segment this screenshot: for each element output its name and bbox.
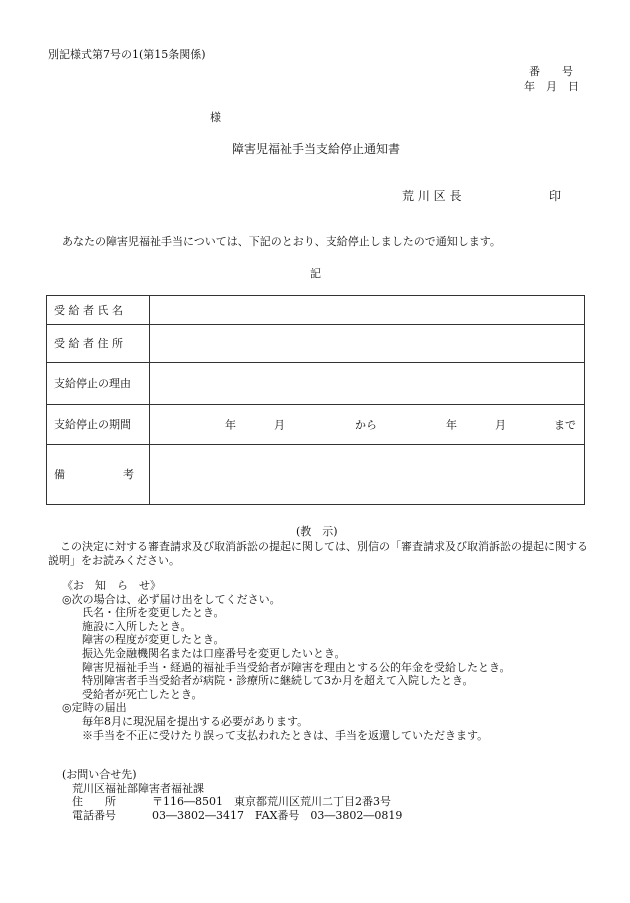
date-label: 年 月 日	[524, 80, 579, 93]
list-item: 毎年8月に現況届を提出する必要があります。	[82, 714, 309, 728]
contact-phone-label: 電話番号	[72, 808, 116, 822]
contact-section	[62, 768, 402, 822]
period-until-label: まで	[554, 418, 576, 431]
list-item: 特別障害者手当受給者が病院・診療所に継続して3か月を超えて入院したとき。	[82, 674, 474, 688]
recipient-address-value	[150, 325, 585, 363]
table-row	[47, 405, 585, 445]
remarks-label-right: 考	[123, 468, 134, 481]
table-row	[47, 445, 585, 505]
remarks-label	[47, 445, 150, 505]
document-title: 障害児福祉手当支給停止通知書	[232, 142, 401, 156]
form-label: 別記様式第7号の1(第15条関係)	[48, 48, 206, 61]
recipient-name-value	[150, 296, 585, 325]
stop-reason-label: 支給停止の理由	[47, 363, 150, 405]
contact-phone-row	[62, 809, 402, 823]
list-item: 障害の程度が変更したとき。	[82, 633, 225, 647]
instruction-heading: (教 示)	[296, 525, 338, 538]
recipient-honorific: 様	[210, 111, 221, 124]
notice-section	[62, 579, 511, 742]
ki-label: 記	[310, 267, 321, 280]
contact-heading: (お問い合せ先)	[62, 768, 137, 781]
list-item: 受給者が死亡したとき。	[82, 687, 203, 701]
list-item: 施設に入所したとき。	[82, 619, 192, 633]
contact-address-label: 住 所	[72, 795, 116, 809]
remarks-value	[150, 445, 585, 505]
notice-heading: 《お 知 ら せ》	[62, 579, 161, 592]
stop-period-value	[150, 405, 585, 445]
list-item: 障害児福祉手当・経過的福祉手当受給者が障害を理由とする公的年金を受給したとき。	[82, 660, 511, 674]
period-from-label: から	[355, 418, 377, 431]
notice-section1-title: ◎次の場合は、必ず届け出をしてください。	[62, 592, 281, 606]
contact-phone-value: 03―3802―3417 FAX番号 03―3802―0819	[152, 808, 403, 822]
table-row	[47, 363, 585, 405]
notice-section2-title: ◎定時の届出	[62, 701, 127, 715]
list-item: 氏名・住所を変更したとき。	[82, 606, 225, 620]
period-year-to: 年	[446, 418, 457, 431]
list-item: ※手当を不正に受けたり誤って支払われたときは、手当を返還していただきます。	[82, 728, 489, 742]
stop-period-label: 支給停止の期間	[47, 405, 150, 445]
period-month-to: 月	[495, 418, 506, 431]
list-item: 振込先金融機関名または口座番号を変更したいとき。	[82, 646, 346, 660]
issuer-name: 荒 川 区 長	[402, 189, 462, 203]
period-month-from: 月	[274, 418, 285, 431]
remarks-label-left: 備	[54, 468, 65, 481]
recipient-name-label: 受 給 者 氏 名	[47, 296, 150, 325]
seal-mark: 印	[549, 189, 562, 203]
table-row	[47, 325, 585, 363]
intro-text: あなたの障害児福祉手当については、下記のとおり、支給停止しましたので通知します。	[62, 235, 501, 248]
instruction-body: この決定に対する審査請求及び取消訴訟の提起に関しては、別信の「審査請求及び取消訴訟の提起に関する説明」をお読みください。	[48, 540, 588, 567]
recipient-address-label: 受 給 者 住 所	[47, 325, 150, 363]
contact-address-row	[62, 795, 402, 809]
stop-reason-value	[150, 363, 585, 405]
table-row	[47, 296, 585, 325]
number-label: 番 号	[529, 65, 573, 78]
contact-department: 荒川区福祉部障害者福祉課	[72, 781, 204, 795]
details-table	[46, 295, 585, 505]
contact-address-value: 〒116―8501 東京都荒川区荒川二丁目2番3号	[152, 795, 391, 809]
period-year-from: 年	[225, 418, 236, 431]
